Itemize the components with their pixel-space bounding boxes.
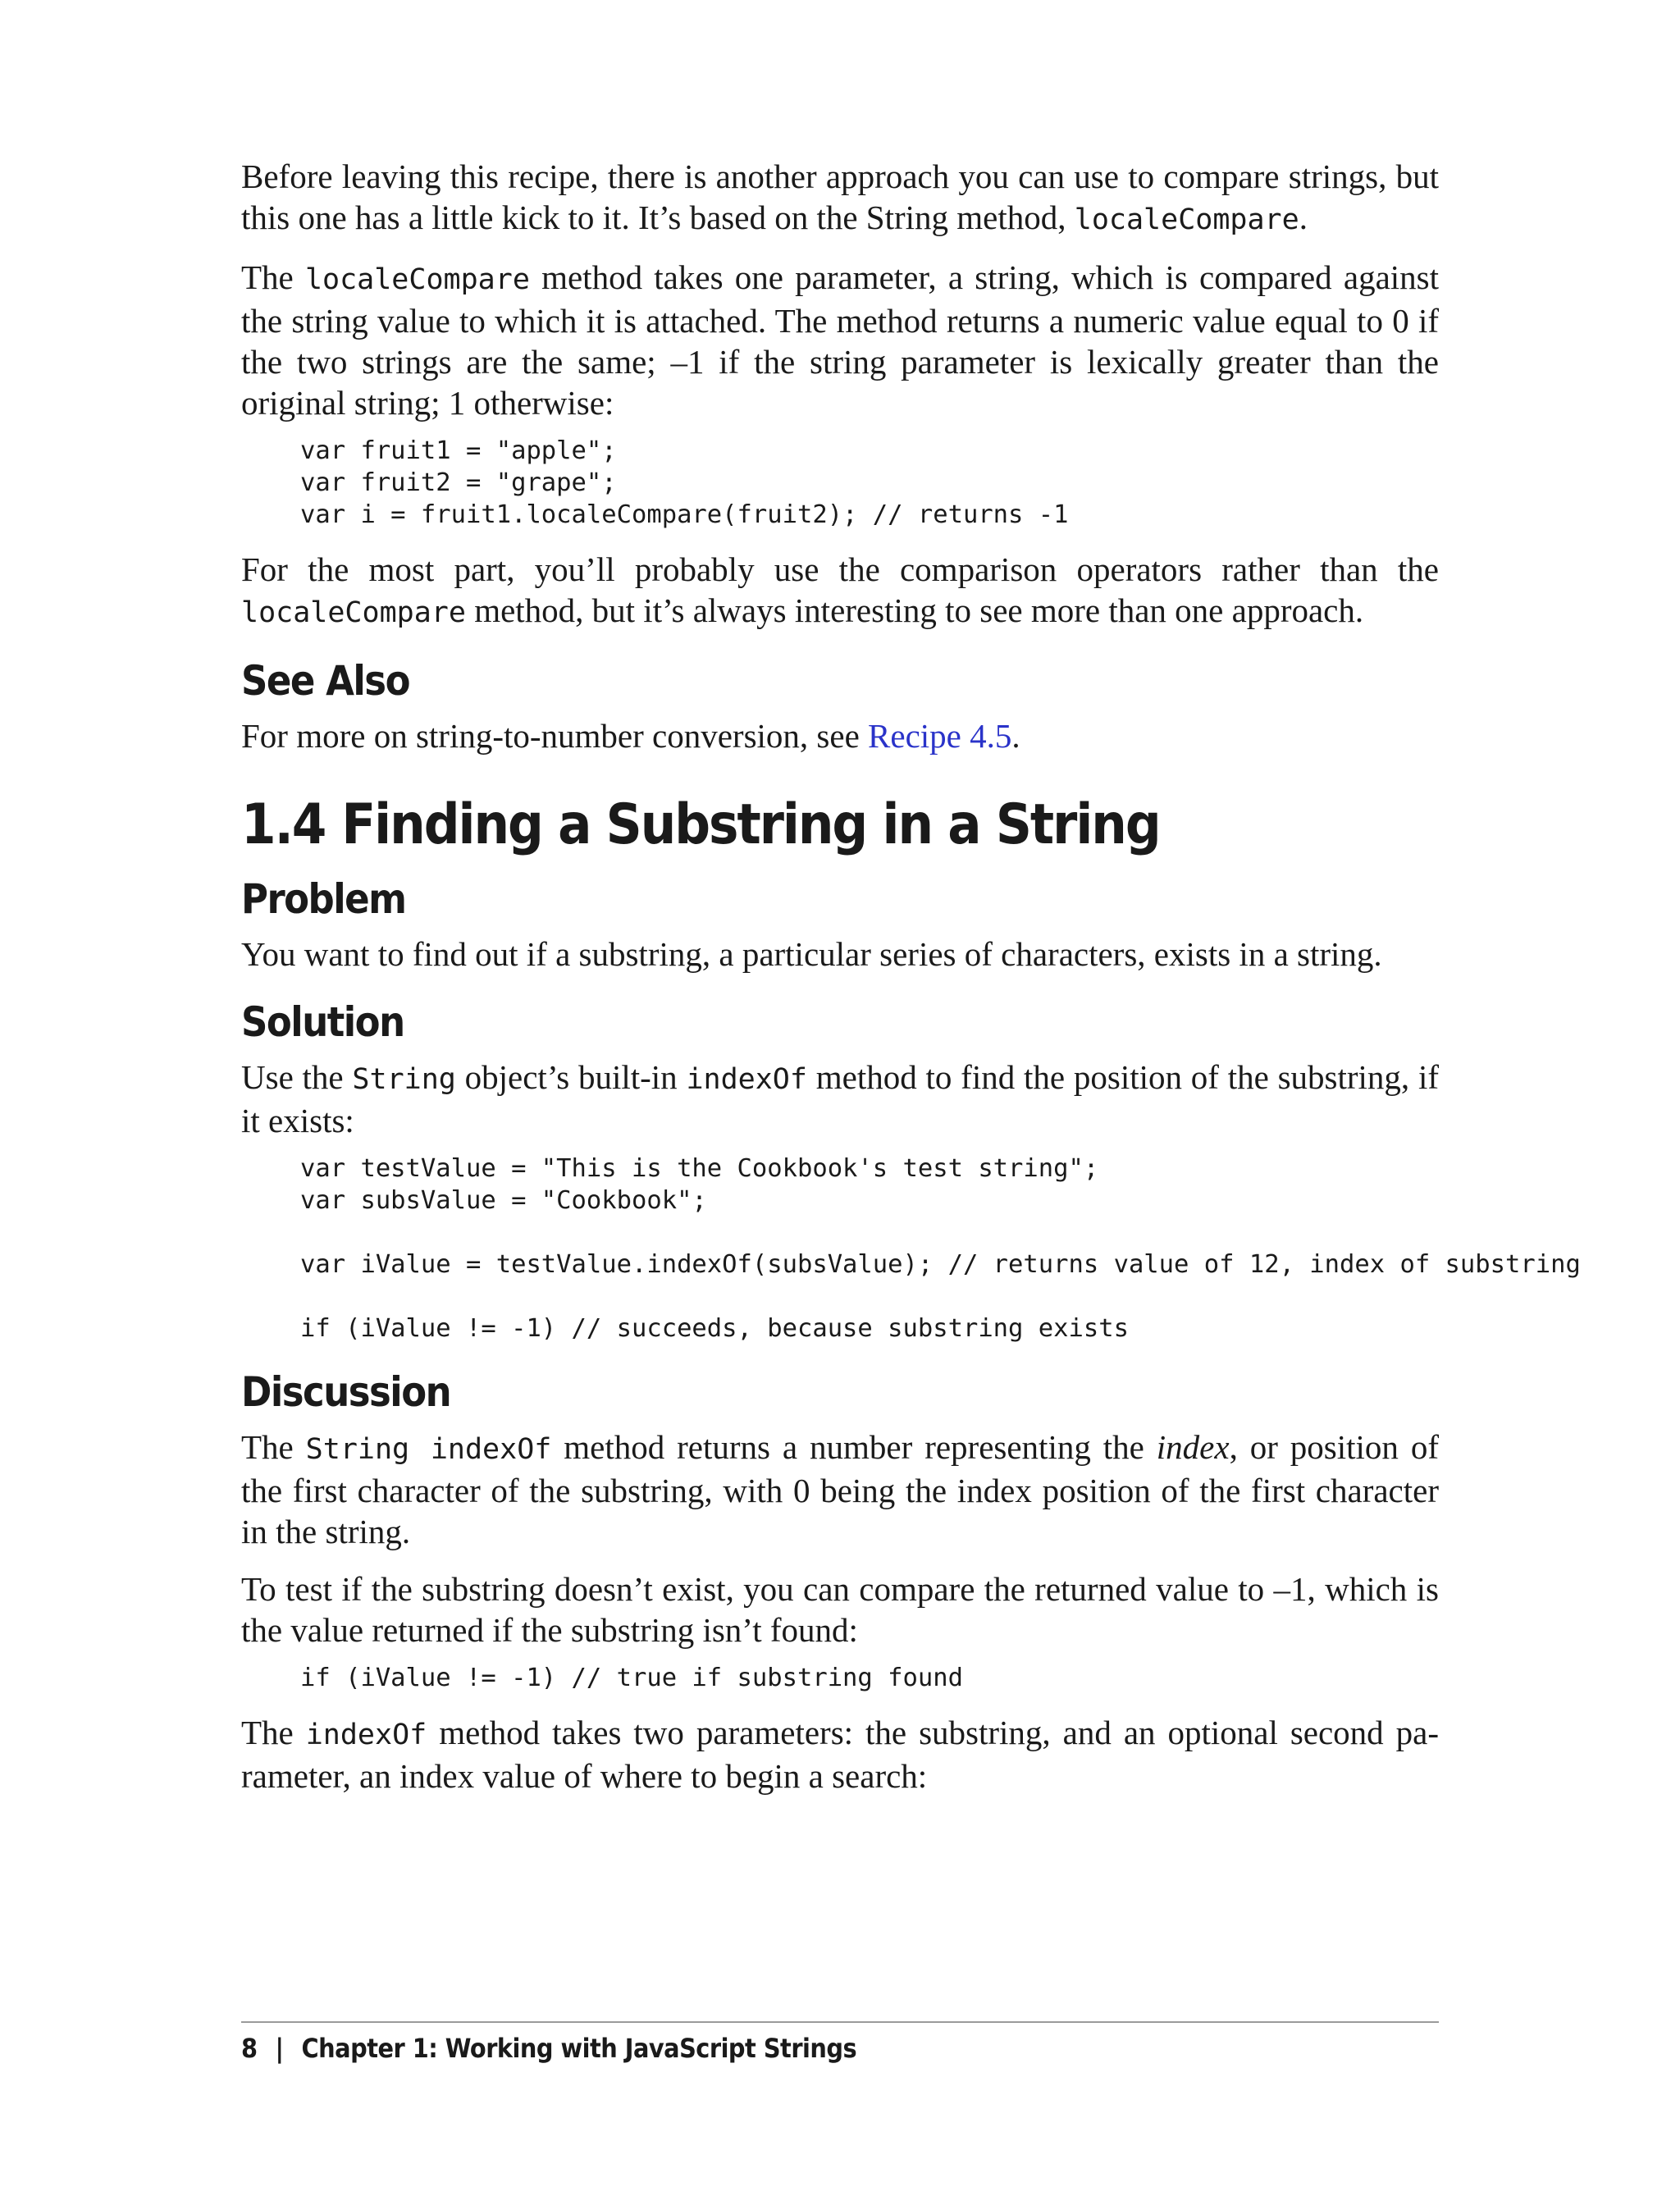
inline-code: indexOf (305, 1719, 427, 1751)
page-footer (241, 2029, 856, 2067)
paragraph-discussion-3: The indexOf method takes two parameters: the substring, and an optional second parameter, an index value of where to begin a search: (241, 1714, 1439, 1795)
recipe-title (241, 792, 1439, 858)
emphasis: index (1156, 1428, 1230, 1466)
inline-code: localeCompare (304, 263, 530, 296)
footer-divider (241, 2021, 1439, 2023)
footer-separator: | (275, 2033, 284, 2064)
paragraph-discussion-1: The String indexOf method returns a number representing the index, or position of the first character of the substring, with 0 being the index position of the first character in the string. (241, 1428, 1439, 1550)
inline-code: String indexOf (305, 1433, 552, 1466)
page-number: 8 (241, 2033, 258, 2064)
recipe-number: 1.4 (241, 792, 326, 857)
code-block-index-of: var testValue = "This is the Cookbook's test string"; var subsValue = "Cookbook"; var iValue = testValue.indexOf(subsValue); // returns value of 12, index of substring if (iValue != -1) // succeeds, because substring exists (300, 1154, 1581, 1343)
paragraph-discussion-2: To test if the substring doesn’t exist, you can compare the returned value to –1, which is the value returned if the substring isn’t found: (241, 1570, 1439, 1649)
recipe-title-text: Finding a Substring in a String (341, 792, 1160, 857)
paragraph-problem: You want to find out if a substring, a particular series of characters, exists in a string. (241, 935, 1382, 973)
page-content (241, 156, 1581, 1813)
chapter-title: Chapter 1: Working with JavaScript Strings (301, 2033, 857, 2064)
paragraph-locale-compare-description: The localeCompare method takes one parameter, a string, which is compared against the string value to which it is attached. The method returns a numeric value equal to 0 if the two strings are the same; –1 if the string parameter is lexically greater than the original string; 1 otherwise: (241, 258, 1439, 422)
inline-code: indexOf (686, 1063, 807, 1096)
code-block-locale-compare: var fruit1 = "apple"; var fruit2 = "grape"; var i = fruit1.localeCompare(fruit2); // returns -1 (300, 436, 1069, 529)
paragraph-solution: Use the String object’s built-in indexOf method to find the position of the substring, if it exists: (241, 1058, 1439, 1139)
paragraph-locale-compare-intro: Before leaving this recipe, there is another approach you can use to compare strings, but this one has a little kick to it. It’s based on the String method, localeCompare. (241, 158, 1439, 236)
code-block-not-found-test: if (iValue != -1) // true if substring found (300, 1664, 963, 1692)
recipe-link[interactable]: Recipe 4.5 (868, 717, 1012, 755)
section-heading-solution: Solution (241, 998, 404, 1046)
section-heading-see-also: See Also (241, 657, 409, 705)
section-heading-problem: Problem (241, 875, 406, 923)
inline-code: localeCompare (241, 596, 466, 629)
paragraph-see-also: For more on string-to-number conversion, see Recipe 4.5. (241, 717, 1020, 755)
paragraph-comparison-operators: For the most part, you’ll probably use the comparison operators rather than the localeCompare method, but it’s always interesting to see more than one approach. (241, 550, 1439, 629)
section-heading-discussion: Discussion (241, 1368, 451, 1416)
inline-code: String (352, 1063, 456, 1096)
inline-code: localeCompare (1074, 203, 1299, 236)
